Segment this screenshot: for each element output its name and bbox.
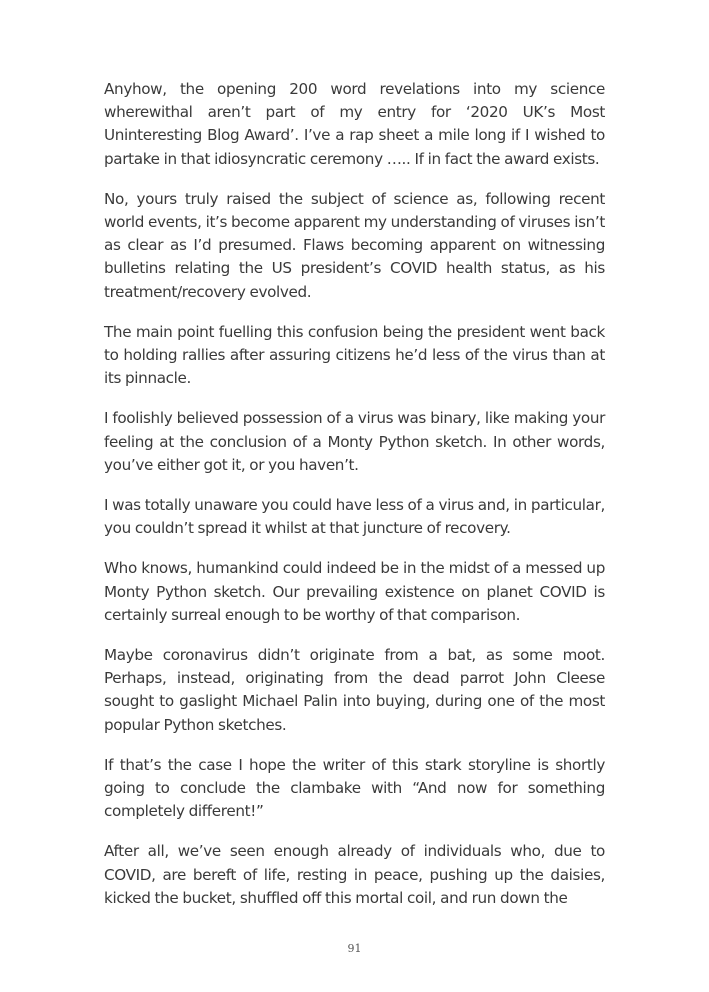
paragraph-1: Anyhow, the opening 200 word revelations into my science wherewithal aren’t part of my entry for ‘2020 UK’s Most Uninteresting Blog Award’. I’ve a rap sheet a mile long if I wished to partake in that idiosyncratic ceremony ….. If in fact the award exists. xyxy=(104,80,605,168)
paragraph-8: If that’s the case I hope the writer of this stark storyline is shortly going to conclude the clambake with “And now for something completely different!” xyxy=(104,755,605,821)
paragraph-9: After all, we’ve seen enough already of individuals who, due to COVID, are bereft of life, resting in peace, pushing up the daisies, kicked the bucket, shuffled off this mortal coil, and run down the xyxy=(104,842,605,907)
paragraph-2: No, yours truly raised the subject of science as, following recent world events, it’s become apparent my understanding of viruses isn’t as clear as I’d presumed. Flaws becoming apparent on witnessing bulletins relating the US president’s COVID health status, as his treatment/recovery evolved. xyxy=(104,189,605,301)
paragraph-6: Who knows, humankind could indeed be in the midst of a messed up Monty Python sketch. Our prevailing existence on planet COVID is certainly surreal enough to be worthy of that comparison. xyxy=(104,559,605,624)
paragraph-4: I foolishly believed possession of a virus was binary, like making your feeling at the conclusion of a Monty Python sketch. In other words, you’ve either got it, or you haven’t. xyxy=(104,409,605,474)
paragraph-3: The main point fuelling this confusion being the president went back to holding rallies after assuring citizens he’d less of the virus than at its pinnacle. xyxy=(104,322,605,388)
page-number: 91 xyxy=(347,942,362,955)
body-text xyxy=(104,78,605,927)
paragraph-7: Maybe coronavirus didn’t originate from a bat, as some moot. Perhaps, instead, originating from the dead parrot John Cleese sought to gaslight Michael Palin into buying, during one of the most popular Python sketches. xyxy=(104,646,605,734)
paragraph-5: I was totally unaware you could have less of a virus and, in particular, you couldn’t spread it whilst at that juncture of recovery. xyxy=(104,496,605,538)
